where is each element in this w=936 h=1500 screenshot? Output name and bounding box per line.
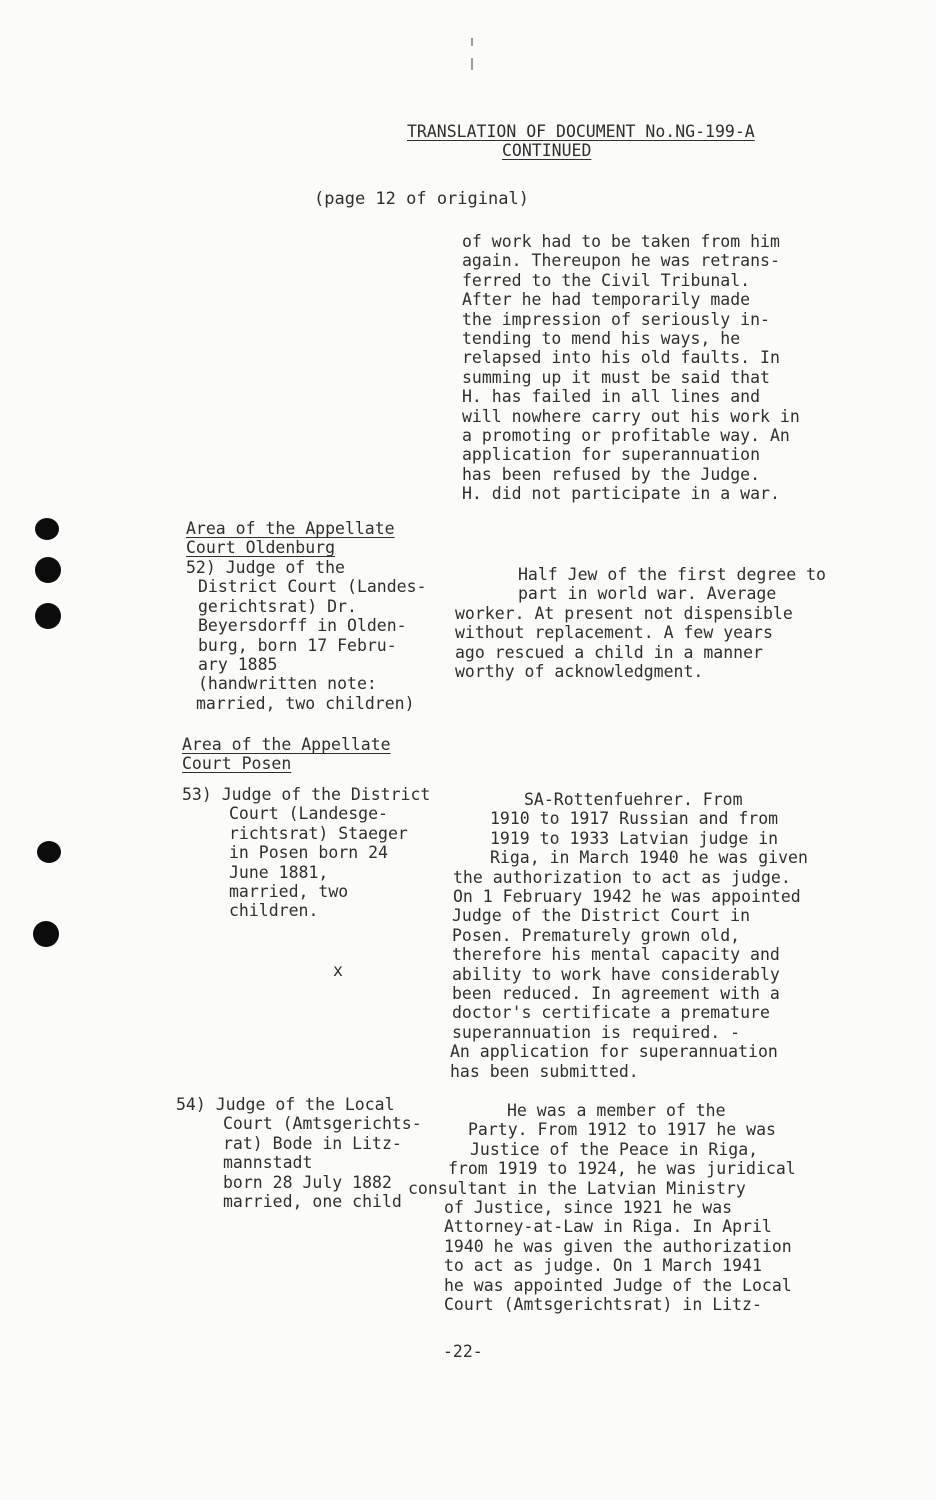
text-line: Posen. Prematurely grown old, bbox=[452, 925, 741, 945]
text-line: 53) Judge of the District bbox=[182, 785, 431, 804]
punch-hole bbox=[35, 518, 59, 540]
text-line: worthy of acknowledgment. bbox=[455, 662, 704, 682]
punch-hole bbox=[33, 921, 59, 947]
section-heading-oldenburg bbox=[186, 519, 395, 558]
page-reference: (page 12 of original) bbox=[314, 189, 529, 209]
punch-hole bbox=[37, 841, 61, 863]
text-line: H. did not participate in a war. bbox=[462, 484, 780, 504]
text-line: District Court (Landes- bbox=[198, 577, 427, 597]
text-line: 52) Judge of the bbox=[186, 558, 345, 577]
entry-53-remarks bbox=[450, 790, 808, 1081]
text-line: therefore his mental capacity and bbox=[452, 945, 780, 965]
text-line: ferred to the Civil Tribunal. bbox=[462, 270, 751, 290]
text-line: H. has failed in all lines and bbox=[462, 387, 761, 407]
text-line: in Posen born 24 bbox=[229, 843, 388, 863]
heading-line: Area of the Appellate bbox=[186, 519, 395, 538]
continuation-paragraph bbox=[462, 232, 800, 504]
text-line: to act as judge. On 1 March 1941 bbox=[444, 1256, 762, 1276]
text-line: worker. At present not dispensible bbox=[455, 603, 793, 623]
text-line: of work had to be taken from him bbox=[462, 232, 780, 251]
text-line: ary 1885 bbox=[198, 655, 278, 675]
punch-hole bbox=[35, 603, 61, 629]
text-line: children. bbox=[229, 901, 319, 921]
text-line: SA-Rottenfuehrer. From bbox=[524, 790, 743, 809]
text-line: married, two bbox=[229, 882, 349, 902]
text-line: he was appointed Judge of the Local bbox=[444, 1275, 792, 1295]
text-line: rat) Bode in Litz- bbox=[223, 1133, 402, 1153]
scan-mark bbox=[471, 38, 473, 46]
text-line: On 1 February 1942 he was appointed bbox=[453, 887, 801, 907]
text-line: Judge of the District Court in bbox=[452, 906, 751, 926]
text-line: the impression of seriously in- bbox=[462, 309, 770, 329]
text-line: After he had temporarily made bbox=[462, 290, 751, 310]
text-line: An application for superannuation bbox=[450, 1042, 778, 1062]
text-line: the authorization to act as judge. bbox=[453, 867, 791, 887]
section-heading-posen bbox=[182, 735, 391, 774]
text-line: relapsed into his old faults. In bbox=[462, 348, 780, 368]
entry-52-person bbox=[186, 558, 426, 713]
text-line: without replacement. A few years bbox=[455, 623, 773, 643]
text-line: 1940 he was given the authorization bbox=[444, 1236, 792, 1256]
text-line: doctor's certificate a premature bbox=[452, 1003, 770, 1023]
text-line: 1910 to 1917 Russian and from bbox=[490, 809, 779, 829]
heading-line: Area of the Appellate bbox=[182, 735, 391, 754]
scan-mark bbox=[471, 58, 473, 70]
document-header bbox=[407, 122, 755, 161]
text-line: ago rescued a child in a manner bbox=[455, 642, 763, 662]
text-line: Court (Amtsgerichts- bbox=[223, 1114, 422, 1134]
margin-mark-x: x bbox=[333, 961, 343, 980]
text-line: summing up it must be said that bbox=[462, 367, 770, 387]
text-line: Party. From 1912 to 1917 he was bbox=[468, 1120, 776, 1140]
text-line: part in world war. Average bbox=[518, 584, 777, 604]
text-line: richtsrat) Staeger bbox=[229, 823, 408, 843]
text-line: 1919 to 1933 Latvian judge in bbox=[490, 828, 779, 848]
handwritten-note-label: (handwritten note: bbox=[198, 674, 377, 694]
text-line: tending to mend his ways, he bbox=[462, 329, 741, 349]
handwritten-note: married, two children) bbox=[196, 693, 415, 713]
text-line: has been submitted. bbox=[450, 1061, 639, 1081]
text-line: June 1881, bbox=[229, 862, 329, 882]
text-line: a promoting or profitable way. An bbox=[462, 426, 790, 446]
text-line: born 28 July 1882 bbox=[223, 1172, 392, 1192]
text-line: Beyersdorff in Olden- bbox=[198, 616, 407, 636]
text-line: been reduced. In agreement with a bbox=[452, 984, 780, 1004]
text-line: mannstadt bbox=[223, 1153, 313, 1173]
text-line: Half Jew of the first degree to bbox=[518, 565, 826, 584]
text-line: superannuation is required. - bbox=[452, 1022, 741, 1042]
text-line: again. Thereupon he was retrans- bbox=[462, 251, 780, 271]
text-line: will nowhere carry out his work in bbox=[462, 406, 800, 426]
heading-line: Court Posen bbox=[182, 754, 292, 774]
text-line: from 1919 to 1924, he was juridical bbox=[448, 1159, 796, 1179]
text-line: 54) Judge of the Local bbox=[176, 1095, 395, 1114]
document-title: TRANSLATION OF DOCUMENT No.NG-199-A bbox=[407, 122, 755, 141]
text-line: has been refused by the Judge. bbox=[462, 464, 761, 484]
text-line: gerichtsrat) Dr. bbox=[198, 596, 357, 616]
page-number: -22- bbox=[443, 1342, 483, 1361]
text-line: consultant in the Latvian Ministry bbox=[408, 1178, 746, 1198]
text-line: Riga, in March 1940 he was given bbox=[490, 848, 808, 868]
heading-line: Court Oldenburg bbox=[186, 538, 336, 558]
text-line: married, one child bbox=[223, 1192, 402, 1212]
text-line: Court (Amtsgerichtsrat) in Litz- bbox=[444, 1295, 762, 1315]
text-line: ability to work have considerably bbox=[452, 964, 780, 984]
text-line: Justice of the Peace in Riga, bbox=[470, 1139, 759, 1159]
punch-hole bbox=[35, 557, 61, 583]
text-line: He was a member of the bbox=[507, 1101, 726, 1120]
text-line: of Justice, since 1921 he was bbox=[444, 1198, 733, 1218]
entry-54-person bbox=[176, 1095, 422, 1211]
text-line: Attorney-at-Law in Riga. In April bbox=[444, 1217, 772, 1237]
entry-53-person bbox=[182, 785, 430, 921]
text-line: application for superannuation bbox=[462, 445, 761, 465]
document-title-continued: CONTINUED bbox=[502, 141, 592, 161]
text-line: burg, born 17 Febru- bbox=[198, 635, 397, 655]
text-line: Court (Landesge- bbox=[229, 804, 388, 824]
entry-54-remarks bbox=[408, 1101, 796, 1315]
entry-52-remarks bbox=[455, 565, 826, 681]
